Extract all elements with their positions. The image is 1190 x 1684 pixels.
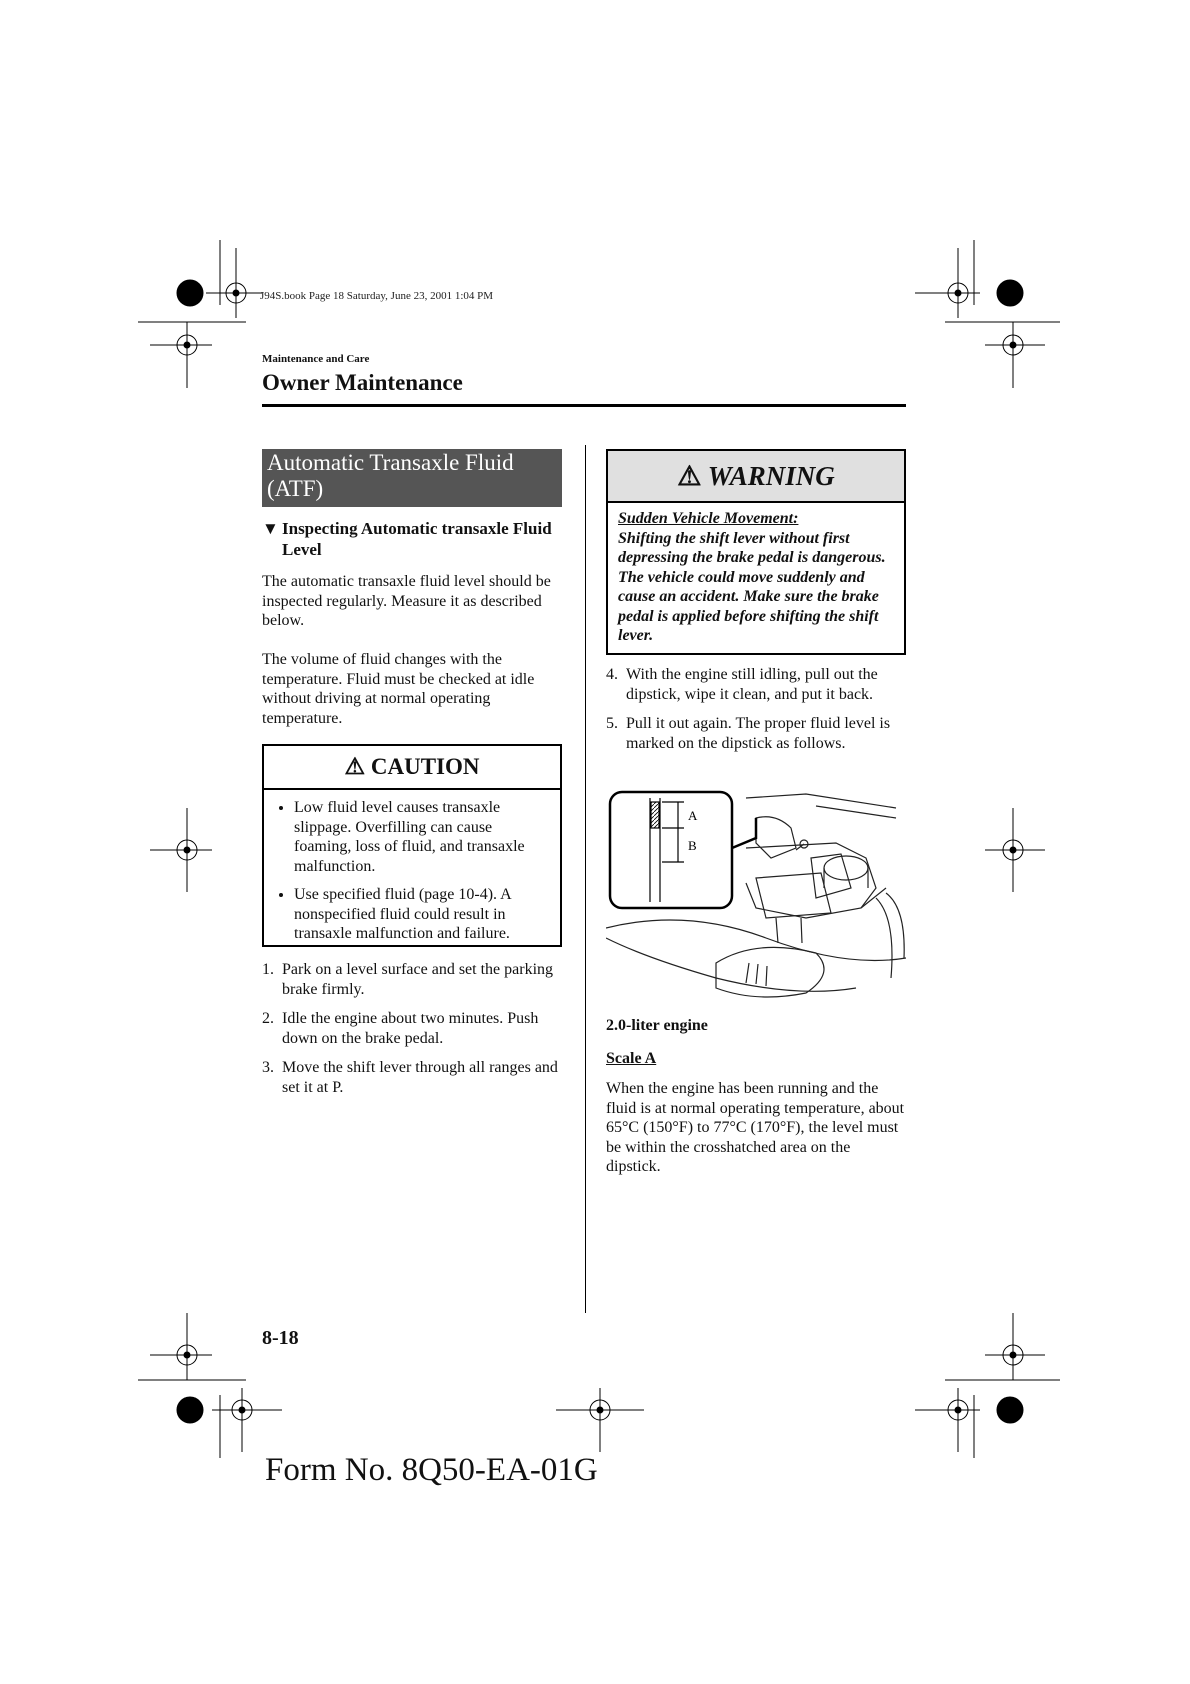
caution-item: • Use specified fluid (page 10-4). A nonspecified fluid could result in transaxle malfunction and failure. — [294, 885, 550, 944]
warning-box — [606, 449, 906, 655]
intro-paragraph: The automatic transaxle fluid level should be inspected regularly. Measure it as described below. — [262, 573, 551, 629]
subheading-text: Inspecting Automatic transaxle Fluid Level — [282, 519, 552, 559]
temperature-paragraph: The volume of fluid changes with the temperature. Fluid must be checked at idle without driving at normal operating temperature. — [262, 651, 535, 727]
warning-triangle-icon: ⚠ — [344, 754, 366, 779]
scale-paragraph: When the engine has been running and the fluid is at normal operating temperature, about 65°C (150°F) to 77°C (170°F), the level must be within the crosshatched area on the dipstick. — [606, 1080, 905, 1175]
dipstick-label-a: A — [688, 808, 698, 823]
step-5 — [606, 714, 906, 753]
caution-header — [264, 746, 560, 790]
triangle-down-icon: ▼ — [262, 519, 279, 538]
engine-caption: 2.0-liter engine — [606, 1017, 708, 1034]
warning-body — [608, 503, 904, 652]
warning-title: WARNING — [707, 461, 835, 491]
dipstick-illustration — [606, 788, 906, 1016]
caution-box — [262, 744, 562, 947]
step-text: Pull it out again. The proper fluid level is marked on the dipstick as follows. — [626, 715, 891, 752]
step-text: Idle the engine about two minutes. Push down on the brake pedal. — [282, 1010, 539, 1047]
step-number: 1. — [262, 961, 274, 978]
page-number: 8-18 — [262, 1327, 299, 1349]
warning-header — [608, 451, 904, 503]
section-label: Maintenance and Care — [262, 353, 370, 365]
dipstick-label-b: B — [688, 838, 697, 853]
step-text: Move the shift lever through all ranges and set it at P. — [282, 1059, 558, 1096]
step-text: With the engine still idling, pull out the dipstick, wipe it clean, and put it back. — [626, 666, 878, 703]
step-1 — [262, 960, 562, 999]
section-header: Automatic Transaxle Fluid (ATF) — [262, 449, 562, 507]
title-rule — [262, 404, 906, 407]
step-number: 4. — [606, 666, 618, 683]
step-number: 3. — [262, 1059, 274, 1076]
column-divider — [585, 445, 586, 1313]
form-number: Form No. 8Q50-EA-01G — [265, 1452, 598, 1488]
step-text: Park on a level surface and set the parking brake firmly. — [282, 961, 554, 998]
page-title: Owner Maintenance — [262, 370, 463, 395]
step-3 — [262, 1058, 562, 1097]
running-meta: J94S.book Page 18 Saturday, June 23, 2001 1:04 PM — [260, 290, 494, 302]
caution-list — [264, 790, 560, 944]
warning-text: Shifting the shift lever without first depressing the brake pedal is dangerous. The vehicle could move suddenly and cause an accident. Make sure the brake pedal is applied before shifting the shift lever. — [618, 529, 886, 644]
step-4 — [606, 665, 906, 704]
caution-title: CAUTION — [370, 754, 480, 779]
scale-label: Scale A — [606, 1050, 657, 1067]
step-2 — [262, 1009, 562, 1048]
warning-triangle-icon: ⚠ — [677, 461, 702, 491]
caution-item: • Low fluid level causes transaxle slippage. Overfilling can cause foaming, loss of fluid, and transaxle malfunction. — [294, 798, 550, 876]
warning-subtitle: Sudden Vehicle Movement: — [618, 510, 799, 527]
step-number: 5. — [606, 715, 618, 732]
subheading — [262, 518, 562, 560]
step-number: 2. — [262, 1010, 274, 1027]
